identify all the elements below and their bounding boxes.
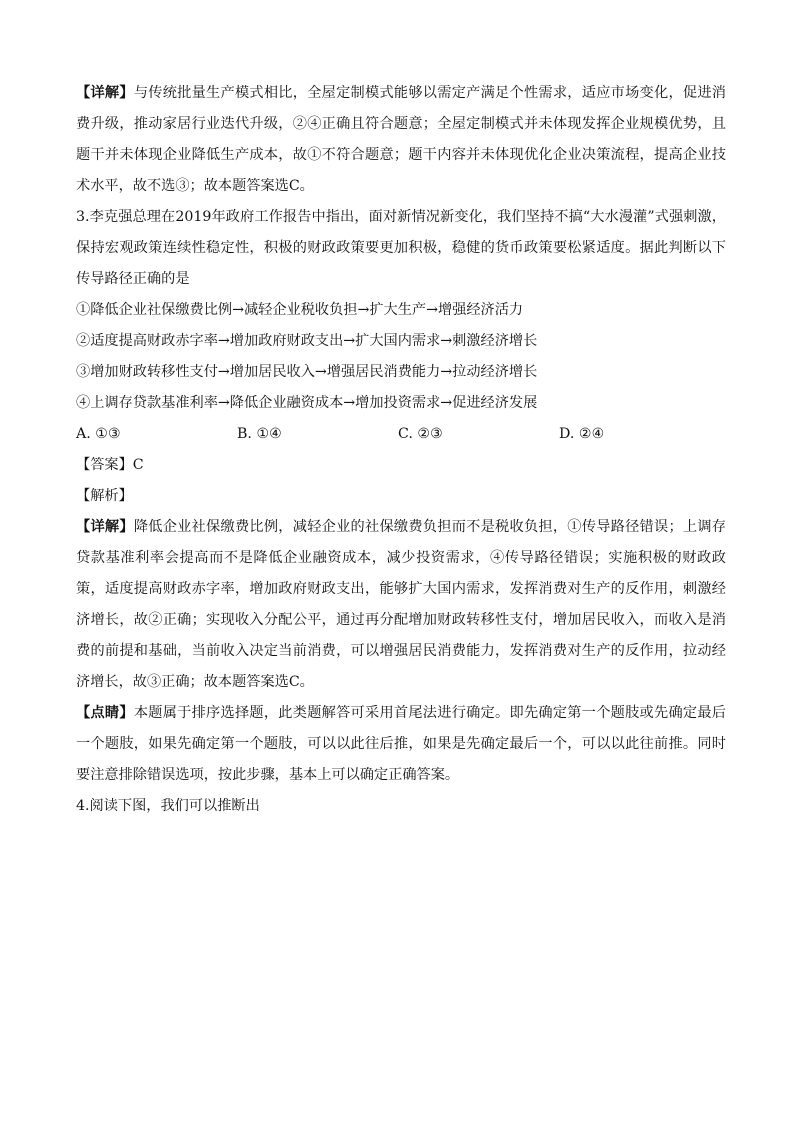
option-b: B. ①④ <box>237 426 282 442</box>
question-3-item-2: ②适度提高财政赤字率→增加政府财政支出→扩大国内需求→刺激经济增长 <box>76 333 538 349</box>
detail-tag: 【详解】 <box>76 519 134 535</box>
document-content <box>76 78 726 822</box>
question-3-options <box>76 419 726 450</box>
detail-text: 降低企业社保缴费比例，减轻企业的社保缴费负担而不是税收负担，①传导路径错误；上调存贷款基准利率会提高而不是降低企业融资成本，减少投资需求，④传导路径错误；实施积极的财政政策，适度提高财政赤字率，增加政府财政支出，能够扩大国内需求，发挥消费对生产的反作用，刺激经济增长，故②正确；实现收入分配公平，通过再分配增加财政转移性支付，增加居民收入，而收入是消费的前提和基础，当前收入决定当前消费，可以增强居民消费能力，发挥消费对生产的反作用，拉动经济增长，故③正确；故本题答案选C。 <box>76 519 726 690</box>
tip-text: 本题属于排序选择题，此类题解答可采用首尾法进行确定。即先确定第一个题肢或先确定最后一个题肢，如果先确定第一个题肢，可以以此往后推，如果是先确定最后一个，可以以此往前推。同时要注意排除错误选项，按此步骤，基本上可以确定正确答案。 <box>76 705 726 783</box>
question-4-stem: 4.阅读下图，我们可以推断出 <box>76 798 260 814</box>
question-3-item-1: ①降低企业社保缴费比例→减轻企业税收负担→扩大生产→增强经济活力 <box>76 302 524 318</box>
answer-line: 【答案】C <box>76 457 144 473</box>
detail-text: 与传统批量生产模式相比，全屋定制模式能够以需定产满足个性需求，适应市场变化，促进消费升级，推动家居行业迭代升级，②④正确且符合题意；全屋定制模式并未体现发挥企业规模优势，且题干并未体现企业降低生产成本，故①不符合题意；题干内容并未体现优化企业决策流程，提高企业技术水平，故不选③；故本题答案选C。 <box>76 85 726 194</box>
tip-paragraph <box>76 698 726 791</box>
tip-tag: 【点睛】 <box>76 705 134 721</box>
detail-tag: 【详解】 <box>76 85 134 101</box>
question-3-stem: 3.李克强总理在2019年政府工作报告中指出，面对新情况新变化，我们坚持不搞“大水漫灌”式强刺激，保持宏观政策连续性稳定性，积极的财政政策要更加积极，稳健的货币政策要松紧适度。据此判断以下传导路径正确的是 <box>76 209 726 287</box>
detail-paragraph-q2 <box>76 78 726 202</box>
analysis-label: 【解析】 <box>76 488 133 504</box>
question-3-item-4: ④上调存贷款基准利率→降低企业融资成本→增加投资需求→促进经济发展 <box>76 395 538 411</box>
option-c: C. ②③ <box>398 426 443 442</box>
question-3-item-3: ③增加财政转移性支付→增加居民收入→增强居民消费能力→拉动经济增长 <box>76 364 538 380</box>
option-a: A. ①③ <box>76 426 121 442</box>
detail-paragraph-q3 <box>76 512 726 698</box>
option-d: D. ②④ <box>559 426 605 442</box>
